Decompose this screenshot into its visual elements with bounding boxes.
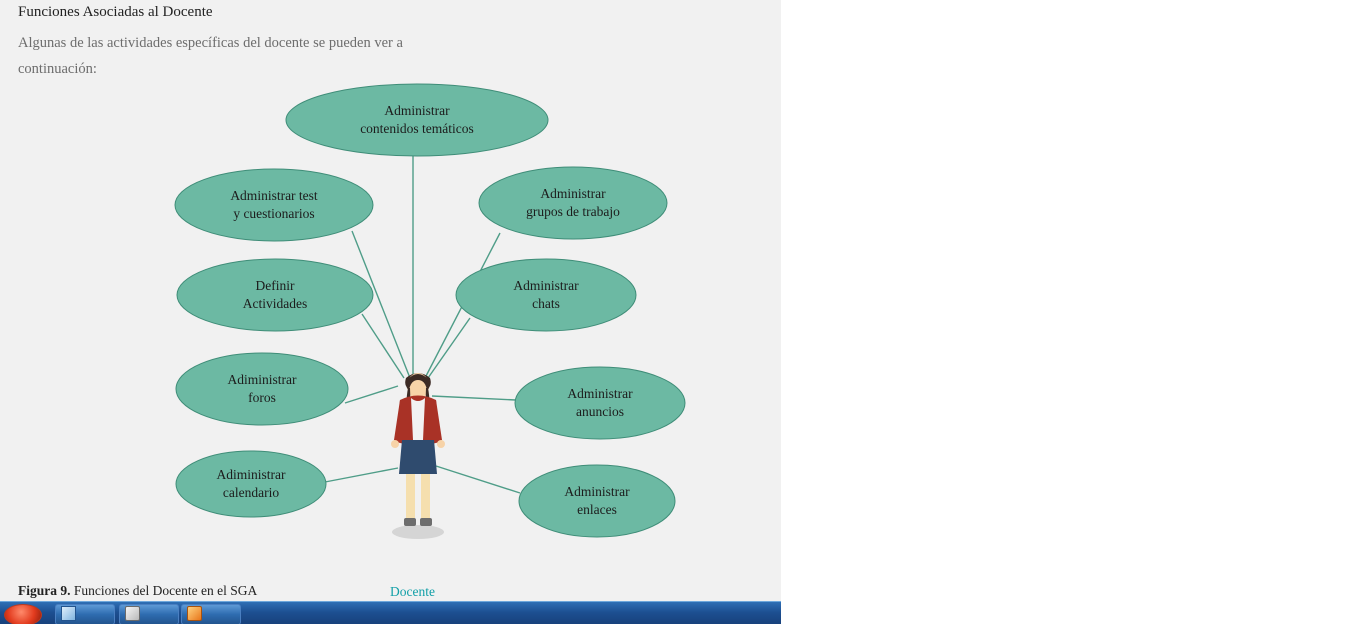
node-calendario-line2: calendario bbox=[222, 485, 280, 500]
connector-calendario bbox=[325, 468, 398, 482]
node-chats[interactable] bbox=[456, 259, 636, 331]
center-node-label: Docente bbox=[390, 584, 435, 599]
intro-paragraph: Algunas de las actividades específicas del docente se pueden ver a continuación: bbox=[18, 35, 403, 77]
node-calendario-line1: Adiministrar bbox=[216, 467, 286, 482]
node-test-line2: y cuestionarios bbox=[233, 206, 315, 221]
page-title: Funciones Asociadas al Docente bbox=[18, 4, 213, 20]
node-actividades-line1: Definir bbox=[255, 278, 295, 293]
windows-taskbar[interactable] bbox=[0, 601, 781, 624]
figure-caption-label: Figura 9. bbox=[18, 583, 71, 598]
node-test[interactable] bbox=[175, 169, 373, 241]
node-chats-line2: chats bbox=[532, 296, 560, 311]
window-icon-3 bbox=[187, 606, 202, 621]
node-grupos-line2: grupos de trabajo bbox=[526, 204, 620, 219]
node-chats-line1: Administrar bbox=[513, 278, 579, 293]
empty-right-area bbox=[781, 0, 1360, 624]
node-foros[interactable] bbox=[176, 353, 348, 425]
node-enlaces-line2: enlaces bbox=[577, 502, 617, 517]
node-contenidos[interactable] bbox=[286, 84, 548, 156]
node-grupos-line1: Administrar bbox=[540, 186, 606, 201]
node-anuncios[interactable] bbox=[515, 367, 685, 439]
node-contenidos-line1: Administrar bbox=[384, 103, 450, 118]
node-contenidos-line2: contenidos temáticos bbox=[360, 121, 474, 136]
node-enlaces-line1: Administrar bbox=[564, 484, 630, 499]
connector-chats bbox=[428, 318, 470, 378]
window-icon-1 bbox=[61, 606, 76, 621]
connector-foros bbox=[345, 386, 398, 403]
teacher-illustration bbox=[391, 373, 445, 539]
node-anuncios-line2: anuncios bbox=[576, 404, 624, 419]
figure-caption bbox=[18, 583, 257, 599]
connector-anuncios bbox=[432, 396, 516, 400]
start-button[interactable] bbox=[4, 604, 42, 624]
node-test-line1: Administrar test bbox=[230, 188, 318, 203]
window-icon-2 bbox=[125, 606, 140, 621]
figure-caption-text: Funciones del Docente en el SGA bbox=[70, 583, 258, 598]
connector-enlaces bbox=[436, 466, 520, 493]
node-anuncios-line1: Administrar bbox=[567, 386, 633, 401]
node-calendario[interactable] bbox=[176, 451, 326, 517]
node-grupos[interactable] bbox=[479, 167, 667, 239]
node-actividades-line2: Actividades bbox=[242, 296, 308, 311]
figure-diagram bbox=[0, 78, 781, 558]
node-enlaces[interactable] bbox=[519, 465, 675, 537]
node-actividades[interactable] bbox=[177, 259, 373, 331]
node-foros-line2: foros bbox=[248, 390, 276, 405]
node-foros-line1: Adiministrar bbox=[227, 372, 297, 387]
